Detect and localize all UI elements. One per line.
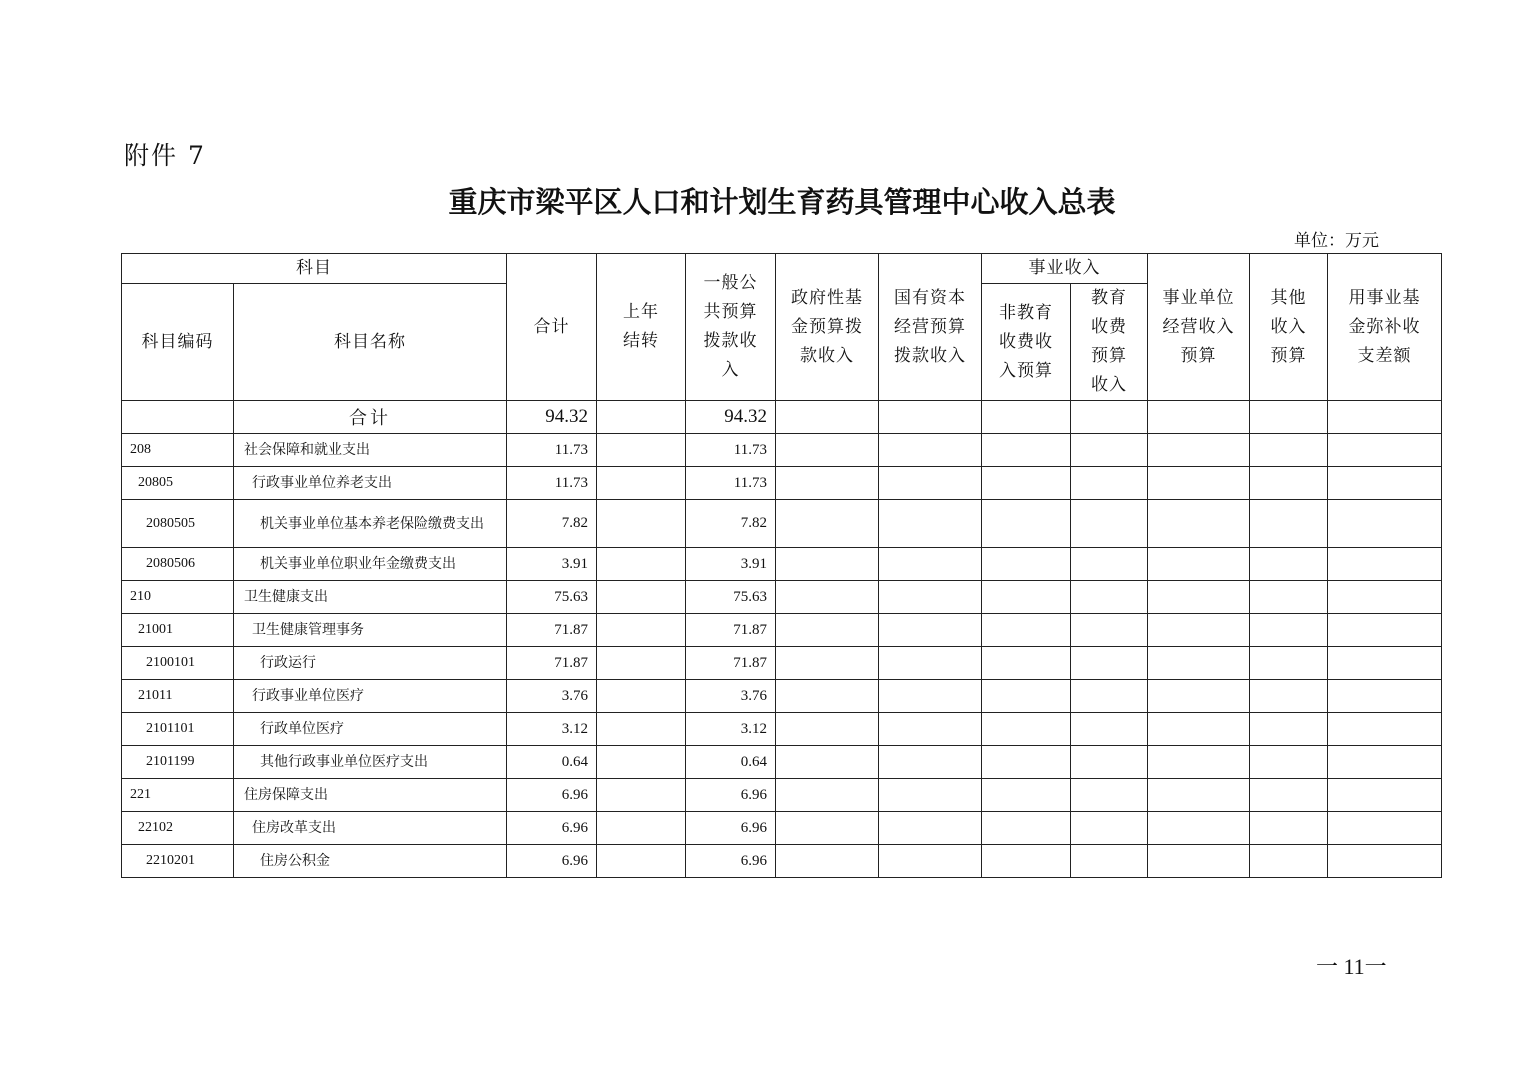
- row-name: 卫生健康管理事务: [234, 614, 507, 647]
- row-general-budget: 0.64: [686, 746, 776, 779]
- row-name: 住房公积金: [234, 845, 507, 878]
- header-general-budget: 一般公 共预算 拨款收 入: [686, 254, 776, 401]
- table-row: [122, 713, 1442, 746]
- row-name: 行政事业单位医疗: [234, 680, 507, 713]
- row-general-budget: 6.96: [686, 779, 776, 812]
- row-total: 6.96: [507, 845, 597, 878]
- table-row: [122, 647, 1442, 680]
- row-code: 21001: [122, 614, 234, 647]
- row-code: 2101101: [122, 713, 234, 746]
- table-row-total: [122, 401, 1442, 434]
- row-general-budget: 11.73: [686, 434, 776, 467]
- row-total: 6.96: [507, 812, 597, 845]
- row-name: 社会保障和就业支出: [234, 434, 507, 467]
- row-code: 22102: [122, 812, 234, 845]
- row-code: 210: [122, 581, 234, 614]
- header-unit-operating: 事业单位 经营收入 预算: [1148, 254, 1250, 401]
- row-total: 11.73: [507, 467, 597, 500]
- row-code: 20805: [122, 467, 234, 500]
- table-row: [122, 680, 1442, 713]
- table-row: [122, 434, 1442, 467]
- table-row: [122, 467, 1442, 500]
- row-general-budget: 71.87: [686, 647, 776, 680]
- row-total: 0.64: [507, 746, 597, 779]
- row-total: 3.91: [507, 548, 597, 581]
- row-total: 3.76: [507, 680, 597, 713]
- row-name: 卫生健康支出: [234, 581, 507, 614]
- row-name: 机关事业单位基本养老保险缴费支出: [234, 500, 507, 548]
- row-general-budget: 6.96: [686, 845, 776, 878]
- header-subject-group: 科目: [122, 254, 507, 284]
- header-subject-name: 科目名称: [234, 284, 507, 401]
- row-name: 行政单位医疗: [234, 713, 507, 746]
- income-summary-table: [121, 253, 1442, 878]
- table-row: [122, 614, 1442, 647]
- total-label: 合计: [234, 401, 507, 434]
- row-total: 75.63: [507, 581, 597, 614]
- row-total: 6.96: [507, 779, 597, 812]
- header-fund-compensation: 用事业基 金弥补收 支差额: [1328, 254, 1442, 401]
- row-code: 2101199: [122, 746, 234, 779]
- row-code: 2100101: [122, 647, 234, 680]
- row-general-budget: 3.76: [686, 680, 776, 713]
- page-number: 一 11一: [1316, 954, 1387, 979]
- table-row: [122, 746, 1442, 779]
- row-code: 2080506: [122, 548, 234, 581]
- row-name: 行政运行: [234, 647, 507, 680]
- row-total: 3.12: [507, 713, 597, 746]
- row-code: 2210201: [122, 845, 234, 878]
- row-name: 住房保障支出: [234, 779, 507, 812]
- unit-label: 单位：万元: [1294, 231, 1379, 251]
- table-row: [122, 500, 1442, 548]
- row-name: 机关事业单位职业年金缴费支出: [234, 548, 507, 581]
- row-code: 2080505: [122, 500, 234, 548]
- table-row: [122, 581, 1442, 614]
- row-general-budget: 6.96: [686, 812, 776, 845]
- table-row: [122, 548, 1442, 581]
- row-general-budget: 7.82: [686, 500, 776, 548]
- row-name: 行政事业单位养老支出: [234, 467, 507, 500]
- header-total: 合计: [507, 254, 597, 401]
- row-general-budget: 11.73: [686, 467, 776, 500]
- row-total: 7.82: [507, 500, 597, 548]
- row-code: 221: [122, 779, 234, 812]
- total-value: 94.32: [507, 401, 597, 434]
- header-state-capital: 国有资本 经营预算 拨款收入: [879, 254, 982, 401]
- table-row: [122, 812, 1442, 845]
- document-title: 重庆市梁平区人口和计划生育药具管理中心收入总表: [448, 185, 1116, 219]
- attachment-label: 附件 7: [124, 141, 206, 170]
- row-total: 11.73: [507, 434, 597, 467]
- row-general-budget: 75.63: [686, 581, 776, 614]
- row-total: 71.87: [507, 614, 597, 647]
- row-name: 住房改革支出: [234, 812, 507, 845]
- total-general-budget: 94.32: [686, 401, 776, 434]
- header-gov-fund: 政府性基 金预算拨 款收入: [776, 254, 879, 401]
- header-edu-fee: 教育 收费 预算 收入: [1071, 284, 1148, 401]
- row-code: 208: [122, 434, 234, 467]
- header-non-edu-fee: 非教育 收费收 入预算: [982, 284, 1071, 401]
- header-subject-code: 科目编码: [122, 284, 234, 401]
- header-business-income-group: 事业收入: [982, 254, 1148, 284]
- row-total: 71.87: [507, 647, 597, 680]
- row-general-budget: 3.12: [686, 713, 776, 746]
- table-row: [122, 779, 1442, 812]
- header-carryover: 上年 结转: [597, 254, 686, 401]
- row-general-budget: 71.87: [686, 614, 776, 647]
- row-name: 其他行政事业单位医疗支出: [234, 746, 507, 779]
- row-code: 21011: [122, 680, 234, 713]
- table-row: [122, 845, 1442, 878]
- header-other-income: 其他 收入 预算: [1250, 254, 1328, 401]
- row-general-budget: 3.91: [686, 548, 776, 581]
